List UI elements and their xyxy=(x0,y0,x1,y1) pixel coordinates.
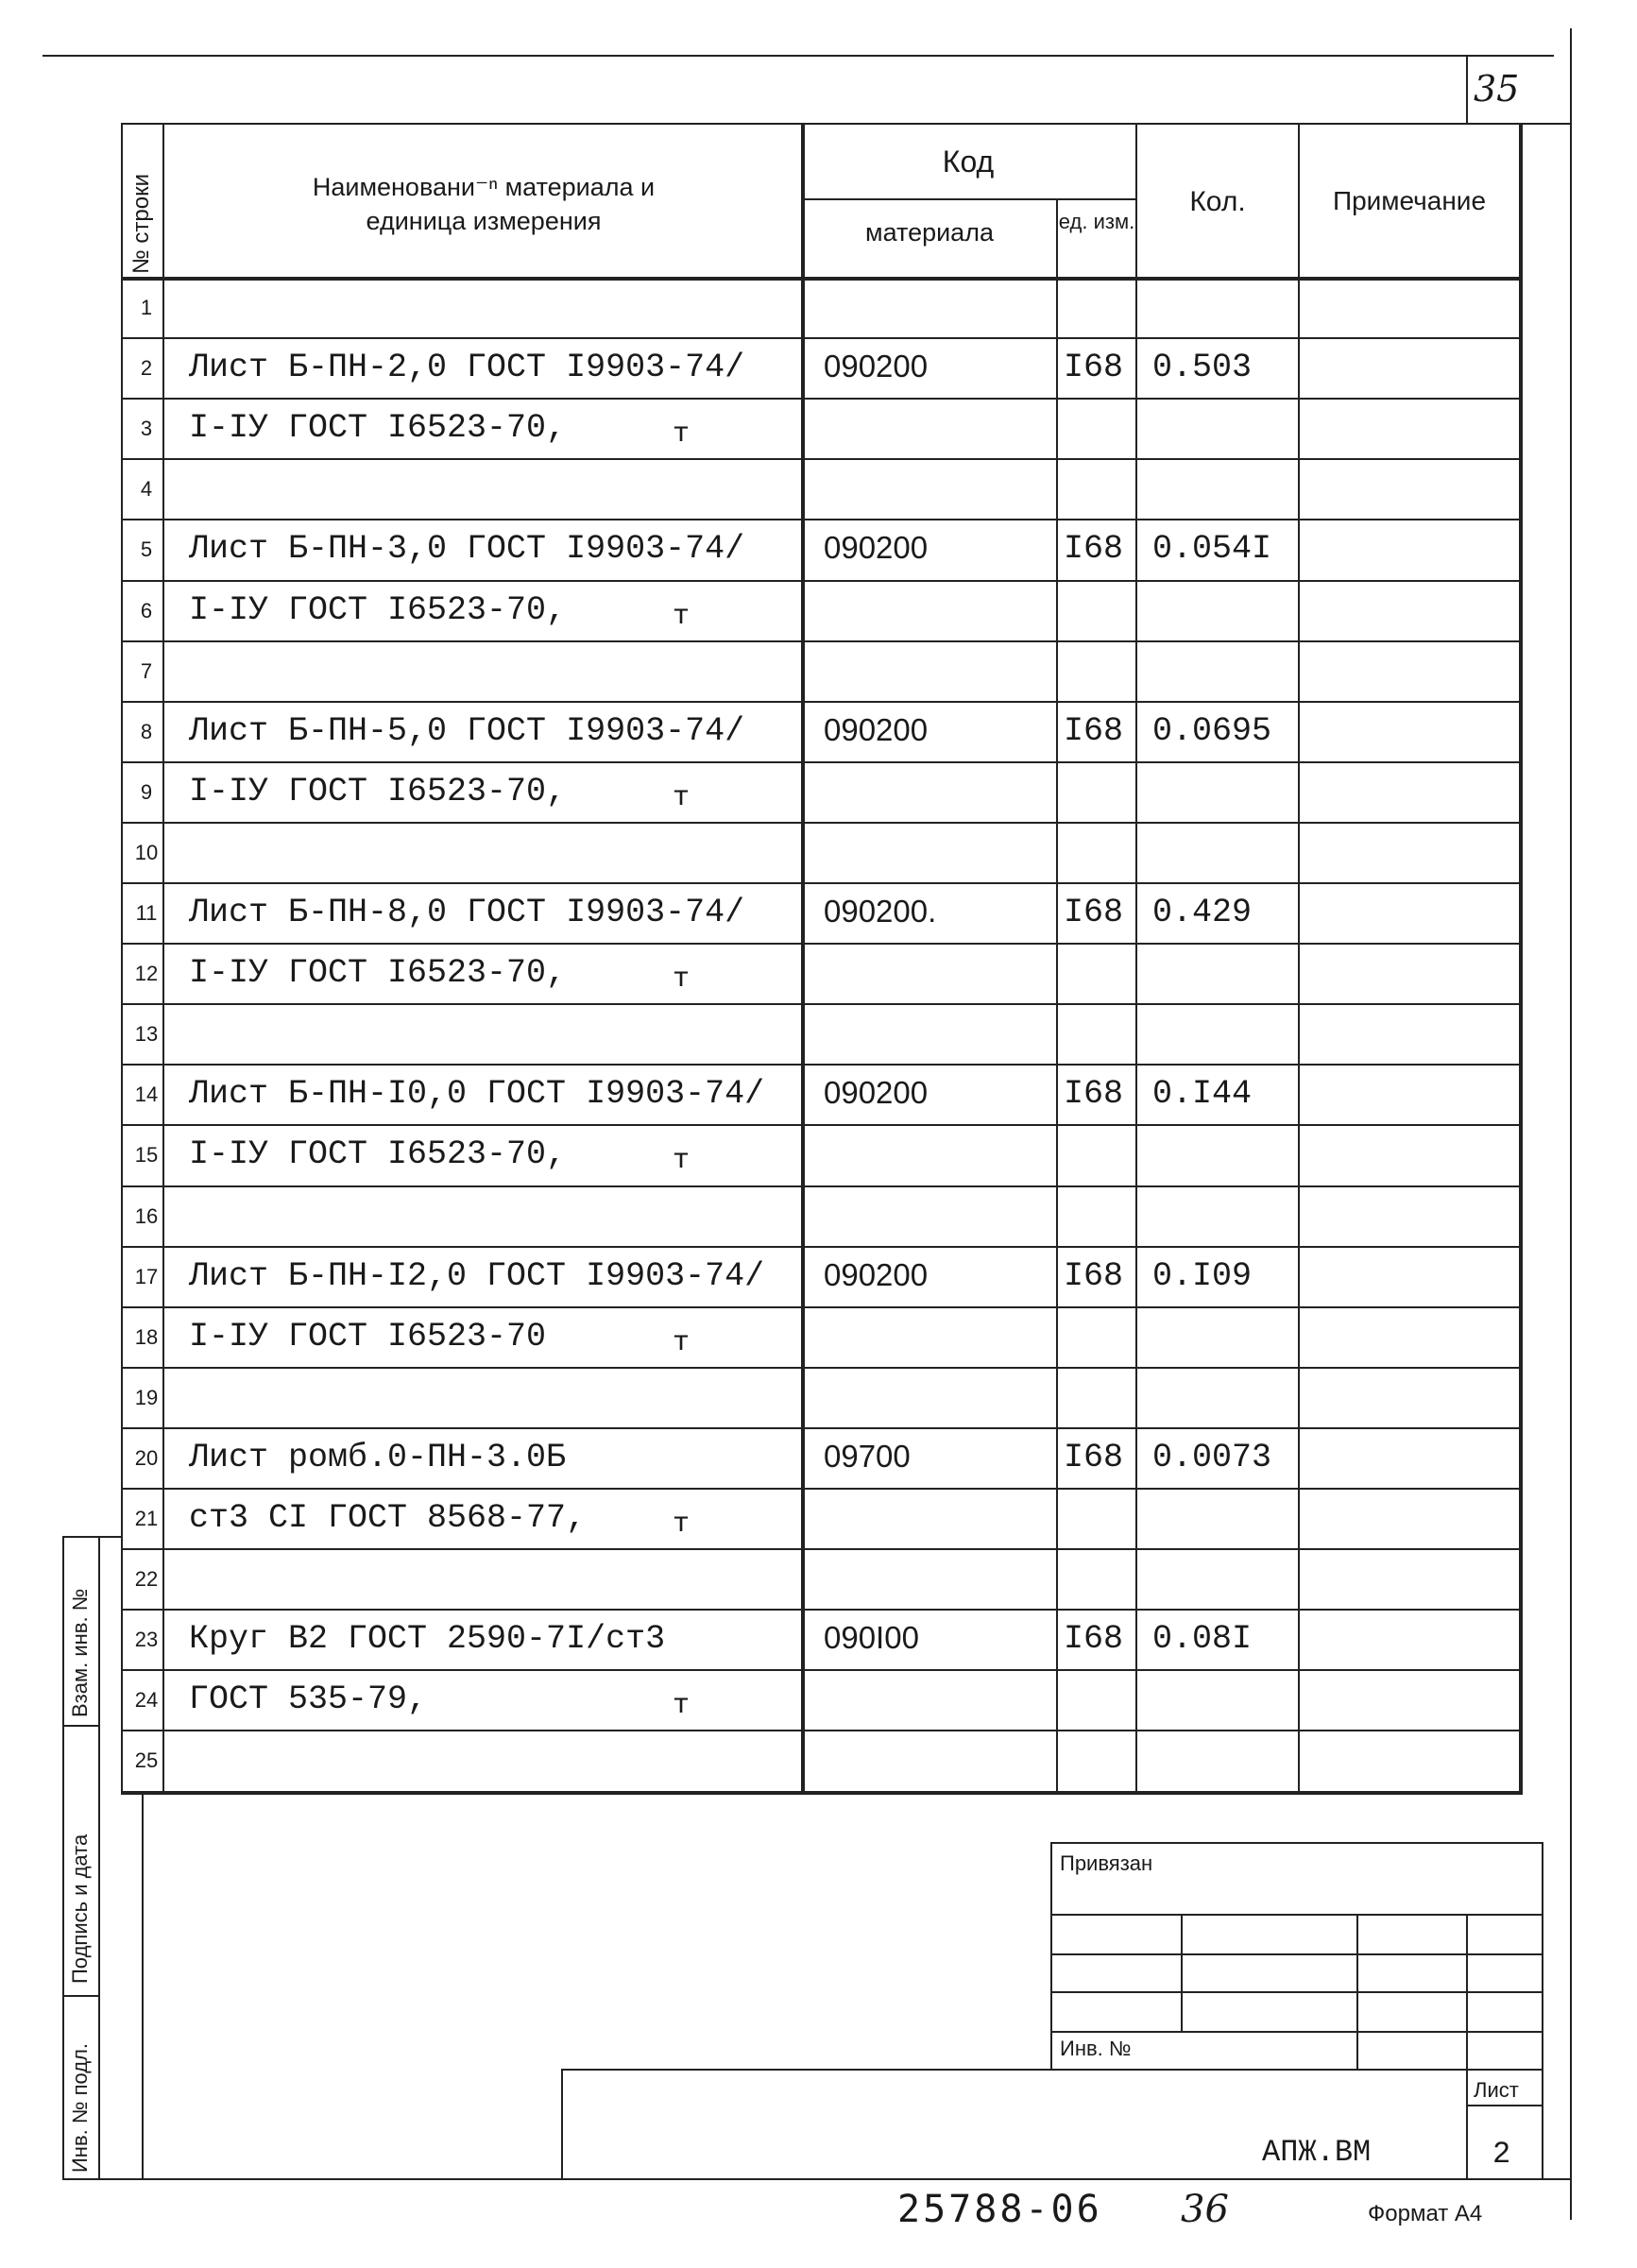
tb-list-line xyxy=(1466,2105,1542,2106)
unit-code: I68 xyxy=(1064,1438,1124,1476)
row-number: 17 xyxy=(134,1264,159,1288)
stamp-line-2 xyxy=(62,1725,98,1727)
header-top-line xyxy=(121,123,1570,125)
footer-page: 36 xyxy=(1181,2188,1229,2231)
tb-list-label: Лист xyxy=(1474,2078,1519,2102)
material-name: Лист Б-ПН-5,0 ГОСТ I9903-74/ xyxy=(189,711,745,750)
unit-code: I68 xyxy=(1064,894,1124,931)
row-divider xyxy=(121,1003,1523,1005)
row-number: 20 xyxy=(134,1445,159,1470)
row-number: 9 xyxy=(140,779,153,804)
header-code-unit: ед. изм. xyxy=(1058,210,1135,233)
header-name-line2: единица измерения xyxy=(366,207,602,235)
material-name: I-IУ ГОСТ I6523-70 xyxy=(189,1317,547,1356)
row-divider xyxy=(121,519,1523,520)
row-divider xyxy=(121,761,1523,763)
header-qty: Кол. xyxy=(1189,186,1246,217)
material-code: 090200 xyxy=(824,530,929,566)
header-code-material: материала xyxy=(865,218,994,247)
unit-of-measure: т xyxy=(673,963,691,997)
material-name: I-IУ ГОСТ I6523-70, xyxy=(189,954,567,993)
row-divider xyxy=(121,943,1523,945)
col-line-code xyxy=(1135,123,1137,1792)
stamp-line-1 xyxy=(62,1536,121,1538)
header-bottom-line xyxy=(121,277,1523,281)
row-number: 15 xyxy=(134,1143,159,1168)
tb-privyazan: Привязан xyxy=(1060,1851,1153,1875)
page-number-box-left xyxy=(1466,55,1468,123)
material-name: I-IУ ГОСТ I6523-70, xyxy=(189,1135,567,1174)
unit-of-measure: т xyxy=(673,1145,691,1178)
frame-left-lower xyxy=(142,1792,144,2179)
unit-of-measure: т xyxy=(673,418,691,452)
col-line-right xyxy=(1519,123,1523,1792)
material-name: Лист Б-ПН-3,0 ГОСТ I9903-74/ xyxy=(189,530,745,569)
row-divider xyxy=(121,1306,1523,1308)
material-name: Лист Б-ПН-I2,0 ГОСТ I9903-74/ xyxy=(189,1256,765,1295)
unit-of-measure: т xyxy=(673,1690,691,1723)
material-name: Лист ромб.0-ПН-3.0Б xyxy=(189,1438,567,1476)
row-number: 13 xyxy=(134,1022,159,1047)
row-divider xyxy=(121,1367,1523,1369)
tb-col-3 xyxy=(1466,1914,1468,2178)
material-code: 090I00 xyxy=(824,1620,919,1656)
col-line-unit xyxy=(1056,198,1058,1792)
row-divider xyxy=(121,1548,1523,1550)
row-number: 23 xyxy=(134,1628,159,1652)
material-name: Круг В2 ГОСТ 2590-7I/ст3 xyxy=(189,1620,666,1659)
stamp-col-left xyxy=(62,1536,64,2178)
unit-of-measure: т xyxy=(673,1326,691,1359)
frame-bottom xyxy=(62,2178,1570,2180)
row-divider xyxy=(121,1488,1523,1490)
col-line-name xyxy=(801,123,805,1792)
quantity: 0.503 xyxy=(1152,349,1253,387)
col-line-qty xyxy=(1298,123,1300,1792)
unit-code: I68 xyxy=(1064,530,1124,569)
row-divider xyxy=(121,1609,1523,1611)
row-divider xyxy=(121,822,1523,824)
tb-inv-no: Инв. № xyxy=(1060,2037,1132,2060)
row-number: 2 xyxy=(140,356,153,381)
header-code: Код xyxy=(942,145,995,179)
row-divider xyxy=(121,1669,1523,1671)
row-divider xyxy=(121,1064,1523,1066)
material-name: I-IУ ГОСТ I6523-70, xyxy=(189,772,567,810)
tb-line-main xyxy=(561,2069,1542,2071)
tb-line-r1 xyxy=(1050,1914,1542,1916)
row-number: 25 xyxy=(134,1748,159,1773)
quantity: 0.0695 xyxy=(1152,711,1272,750)
row-divider xyxy=(121,1791,1523,1795)
row-divider xyxy=(121,398,1523,400)
row-divider xyxy=(121,701,1523,703)
tb-line-left xyxy=(1050,1842,1052,2069)
quantity: 0.429 xyxy=(1152,894,1253,931)
row-number: 12 xyxy=(134,962,159,986)
material-name: Лист Б-ПН-2,0 ГОСТ I9903-74/ xyxy=(189,349,745,387)
row-number: 7 xyxy=(140,658,153,683)
row-divider xyxy=(121,1124,1523,1126)
material-name: Лист Б-ПН-I0,0 ГОСТ I9903-74/ xyxy=(189,1075,765,1114)
row-number: 14 xyxy=(134,1083,159,1107)
row-divider xyxy=(121,458,1523,460)
tb-line-right xyxy=(1542,1842,1543,2178)
row-number: 19 xyxy=(134,1385,159,1409)
material-code: 090200 xyxy=(824,711,929,747)
col-line-rownum xyxy=(162,123,164,1792)
material-name: I-IУ ГОСТ I6523-70, xyxy=(189,590,567,629)
quantity: 0.I44 xyxy=(1152,1075,1253,1114)
material-code: 090200 xyxy=(824,1075,929,1111)
row-number: 6 xyxy=(140,598,153,622)
unit-code: I68 xyxy=(1064,1620,1124,1659)
stamp-inv-podl: Инв. № подл. xyxy=(68,2042,92,2173)
header-name-line1: Наименовани⁻ⁿ материала и xyxy=(312,173,656,201)
row-number: 24 xyxy=(134,1688,159,1713)
material-code: 09700 xyxy=(824,1438,911,1474)
stamp-col-right xyxy=(98,1536,100,2178)
footer-archive-no: 25788-06 xyxy=(897,2188,1102,2231)
row-number: 4 xyxy=(140,477,153,502)
material-name: ГОСТ 535-79, xyxy=(189,1680,428,1719)
row-number: 3 xyxy=(140,417,153,441)
material-name: Лист Б-ПН-8,0 ГОСТ I9903-74/ xyxy=(189,894,745,931)
header-code-divider xyxy=(801,198,1135,200)
unit-code: I68 xyxy=(1064,1256,1124,1295)
row-number: 1 xyxy=(140,296,153,319)
quantity: 0.0073 xyxy=(1152,1438,1272,1476)
row-number: 10 xyxy=(134,840,159,864)
page-number-handwritten: 35 xyxy=(1474,68,1520,110)
unit-code: I68 xyxy=(1064,711,1124,750)
tb-col-1 xyxy=(1181,1914,1183,2031)
tb-sheet: 2 xyxy=(1492,2137,1511,2172)
footer-format: Формат А4 xyxy=(1368,2201,1483,2226)
unit-code: I68 xyxy=(1064,1075,1124,1114)
top-border xyxy=(43,55,1554,57)
material-code: 090200. xyxy=(824,894,937,929)
tb-line-top xyxy=(1050,1842,1542,1844)
tb-line-r2 xyxy=(1050,1953,1542,1955)
material-name: ст3 СI ГОСТ 8568-77, xyxy=(189,1499,587,1537)
col-line-left xyxy=(121,123,123,1792)
row-divider xyxy=(121,580,1523,582)
quantity: 0.I09 xyxy=(1152,1256,1253,1295)
row-divider xyxy=(121,1185,1523,1187)
unit-of-measure: т xyxy=(673,1509,691,1541)
tb-line-r3 xyxy=(1050,1991,1542,1993)
material-name: I-IУ ГОСТ I6523-70, xyxy=(189,409,567,448)
row-divider xyxy=(121,1246,1523,1248)
tb-col-2 xyxy=(1356,1914,1358,2069)
right-outer-border xyxy=(1570,28,1572,2220)
material-code: 090200 xyxy=(824,1256,929,1292)
row-divider xyxy=(121,1730,1523,1731)
row-number: 8 xyxy=(140,719,153,743)
tb-line-r4 xyxy=(1050,2031,1542,2033)
row-number: 5 xyxy=(140,537,153,562)
stamp-podpis: Подпись и дата xyxy=(68,1833,92,1984)
row-number: 22 xyxy=(134,1567,159,1592)
row-divider xyxy=(121,882,1523,884)
unit-of-measure: т xyxy=(673,600,691,633)
quantity: 0.054I xyxy=(1152,530,1272,569)
row-number: 16 xyxy=(134,1203,159,1228)
row-number: 18 xyxy=(134,1324,159,1349)
stamp-line-3 xyxy=(62,1995,98,1997)
quantity: 0.08I xyxy=(1152,1620,1253,1659)
row-divider xyxy=(121,640,1523,642)
tb-main-left xyxy=(561,2069,563,2178)
unit-of-measure: т xyxy=(673,781,691,814)
header-rownum: № строки xyxy=(128,173,154,274)
unit-code: I68 xyxy=(1064,349,1124,387)
row-divider xyxy=(121,337,1523,339)
header-note: Примечание xyxy=(1332,186,1487,215)
tb-doc-code: АПЖ.ВМ xyxy=(1262,2135,1372,2170)
stamp-vzam: Взам. инв. № xyxy=(68,1588,92,1717)
row-number: 11 xyxy=(135,901,158,925)
material-code: 090200 xyxy=(824,349,929,384)
row-divider xyxy=(121,1427,1523,1429)
row-number: 21 xyxy=(134,1507,159,1530)
